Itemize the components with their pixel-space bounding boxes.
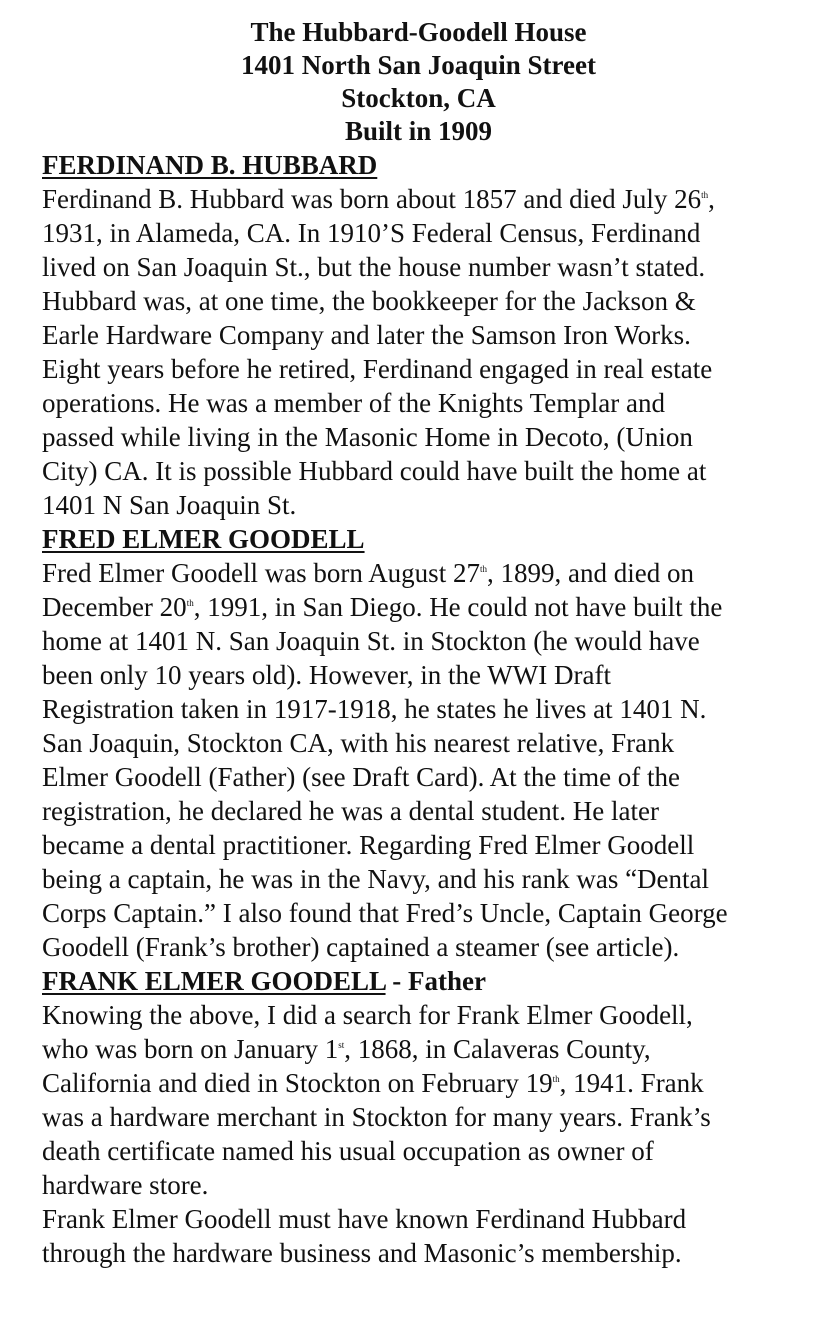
line-text: who was born on January 1 — [42, 1034, 339, 1064]
line-text: hardware store. — [42, 1170, 209, 1200]
text-line — [42, 862, 795, 896]
text-line — [42, 624, 795, 658]
ordinal-suffix: th — [479, 564, 487, 574]
line-text: was a hardware merchant in Stockton for many years. Frank’s — [42, 1102, 711, 1132]
house-address: 1401 North San Joaquin Street — [240, 50, 597, 80]
text-line — [42, 454, 795, 488]
line-text: , 1899, and died on — [486, 558, 694, 588]
line-text: , 1991, in San Diego. He could not have built the — [193, 592, 723, 622]
document-header — [42, 16, 795, 148]
section-heading — [42, 522, 795, 556]
line-text: death certificate named his usual occupation as owner of — [42, 1136, 654, 1166]
text-line — [42, 182, 795, 216]
text-line — [42, 1168, 795, 1202]
text-line — [42, 488, 795, 522]
text-line — [42, 556, 795, 590]
line-text: became a dental practitioner. Regarding Fred Elmer Goodell — [42, 830, 695, 860]
line-text: Elmer Goodell (Father) (see Draft Card). At the time of the — [42, 762, 681, 792]
section-heading — [42, 148, 795, 182]
house-title: The Hubbard-Goodell House — [250, 17, 587, 47]
line-text: 1931, in Alameda, CA. In 1910’S Federal Census, Ferdinand — [42, 218, 701, 248]
line-text: 1401 N San Joaquin St. — [42, 490, 297, 520]
text-line — [42, 896, 795, 930]
line-text: San Joaquin, Stockton CA, with his nearest relative, Frank — [42, 728, 675, 758]
text-line — [42, 1202, 795, 1236]
line-text: home at 1401 N. San Joaquin St. in Stockton (he would have — [42, 626, 700, 656]
text-line — [42, 1134, 795, 1168]
section-heading — [42, 964, 795, 998]
text-line — [42, 216, 795, 250]
line-text: , — [708, 184, 715, 214]
line-text: California and died in Stockton on February 19 — [42, 1068, 553, 1098]
line-text: Knowing the above, I did a search for Frank Elmer Goodell, — [42, 1000, 693, 1030]
text-line — [42, 998, 795, 1032]
line-text: City) CA. It is possible Hubbard could have built the home at — [42, 456, 707, 486]
line-text: Frank Elmer Goodell must have known Ferdinand Hubbard — [42, 1204, 687, 1234]
line-text: Eight years before he retired, Ferdinand engaged in real estate — [42, 354, 713, 384]
text-line — [42, 1066, 795, 1100]
text-line — [42, 726, 795, 760]
line-text: Goodell (Frank’s brother) captained a steamer (see article). — [42, 932, 680, 962]
ordinal-suffix: th — [701, 190, 709, 200]
line-text: Registration taken in 1917-1918, he states he lives at 1401 N. — [42, 694, 707, 724]
ordinal-suffix: th — [186, 598, 194, 608]
text-line — [42, 284, 795, 318]
line-text: passed while living in the Masonic Home in Decoto, (Union — [42, 422, 693, 452]
line-text: , 1868, in Calaveras County, — [344, 1034, 651, 1064]
house-built-year: Built in 1909 — [344, 116, 493, 146]
line-text: lived on San Joaquin St., but the house number wasn’t stated. — [42, 252, 706, 282]
text-line — [42, 658, 795, 692]
section-heading-name: FRANK ELMER GOODELL — [42, 966, 386, 996]
text-line — [42, 930, 795, 964]
section-heading-name: FRED ELMER GOODELL — [42, 524, 365, 554]
line-text: Ferdinand B. Hubbard was born about 1857 and died July 26 — [42, 184, 702, 214]
line-text: being a captain, he was in the Navy, and his rank was “Dental — [42, 864, 710, 894]
text-line — [42, 794, 795, 828]
text-line — [42, 1100, 795, 1134]
section-heading-suffix: - Father — [385, 966, 487, 996]
line-text: been only 10 years old). However, in the WWI Draft — [42, 660, 611, 690]
line-text: , 1941. Frank — [559, 1068, 704, 1098]
text-line — [42, 828, 795, 862]
text-line — [42, 692, 795, 726]
line-text: Fred Elmer Goodell was born August 27 — [42, 558, 480, 588]
text-line — [42, 420, 795, 454]
ordinal-suffix: st — [338, 1040, 345, 1050]
line-text: registration, he declared he was a dental student. He later — [42, 796, 659, 826]
text-line — [42, 1236, 795, 1270]
text-line — [42, 590, 795, 624]
section-heading-name: FERDINAND B. HUBBARD — [42, 150, 378, 180]
text-line — [42, 250, 795, 284]
text-line — [42, 1032, 795, 1066]
text-line — [42, 760, 795, 794]
document-body — [42, 148, 795, 1270]
text-line — [42, 318, 795, 352]
ordinal-suffix: th — [552, 1074, 560, 1084]
section-paragraph — [42, 182, 795, 522]
line-text: Earle Hardware Company and later the Samson Iron Works. — [42, 320, 691, 350]
section-paragraph — [42, 998, 795, 1270]
line-text: operations. He was a member of the Knights Templar and — [42, 388, 665, 418]
line-text: Hubbard was, at one time, the bookkeeper for the Jackson & — [42, 286, 696, 316]
house-city: Stockton, CA — [341, 83, 496, 113]
section-paragraph — [42, 556, 795, 964]
text-line — [42, 386, 795, 420]
line-text: December 20 — [42, 592, 187, 622]
line-text: through the hardware business and Masonic’s membership. — [42, 1238, 682, 1268]
line-text: Corps Captain.” I also found that Fred’s Uncle, Captain George — [42, 898, 728, 928]
text-line — [42, 352, 795, 386]
